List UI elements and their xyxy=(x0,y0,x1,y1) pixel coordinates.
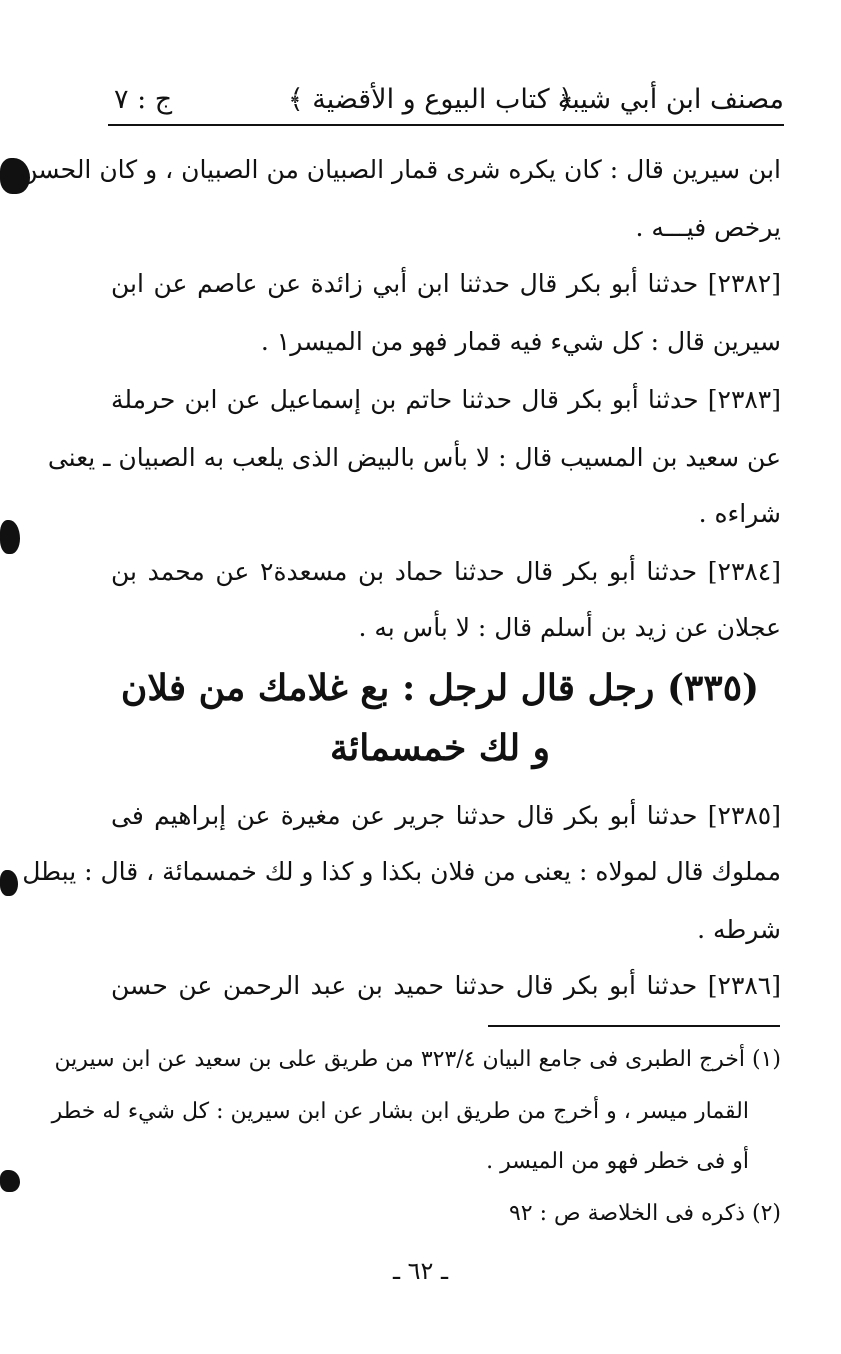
volume-label: ج : ٧ xyxy=(114,84,173,115)
text-line: عن سعيد بن المسيب قال : لا بأس بالبيض الذى يلعب به الصبيان ـ يعنى xyxy=(47,443,781,472)
footnote-rule xyxy=(488,1025,780,1027)
scan-mark xyxy=(0,1170,20,1192)
hadith-2383: [٢٣٨٣] حدثنا أبو بكر قال حدثنا حاتم بن إسماعيل عن ابن حرملة xyxy=(111,385,781,414)
page-number: ـ ٦٢ ـ xyxy=(392,1257,449,1285)
page-header xyxy=(108,78,784,122)
scan-mark xyxy=(0,520,20,554)
text-line: مملوك قال لمولاه : يعنى من فلان بكذا و كذا و لك خمسمائة ، قال : يبطل xyxy=(22,857,781,886)
hadith-2386: [٢٣٨٦] حدثنا أبو بكر قال حدثنا حميد بن عبد الرحمن عن حسن xyxy=(111,971,781,1000)
footnote-1: (١) أخرج الطبرى فى جامع البيان ٣٢٣/٤ من طريق على بن سعيد عن ابن سيرين xyxy=(54,1047,781,1072)
section-heading-continued: و لك خمسمائة xyxy=(329,727,551,769)
text-line: ابن سيرين قال : كان يكره شرى قمار الصبيان من الصبيان ، و كان الحسن xyxy=(19,155,781,184)
hadith-2385: [٢٣٨٥] حدثنا أبو بكر قال حدثنا جرير عن مغيرة عن إبراهيم فى xyxy=(111,801,781,830)
text-line: يرخص فيـــه . xyxy=(635,213,781,242)
text-line: عجلان عن زيد بن أسلم قال : لا بأس به . xyxy=(358,613,781,642)
footnote-1-line: القمار ميسر ، و أخرج من طريق ابن بشار عن ابن سيرين : كل شيء له خطر xyxy=(51,1099,749,1124)
text-line: شرطه . xyxy=(697,915,781,944)
text-line: شراءه . xyxy=(698,499,781,528)
footnote-2: (٢) ذكره فى الخلاصة ص : ٩٢ xyxy=(508,1201,781,1226)
hadith-2382: [٢٣٨٢] حدثنا أبو بكر قال حدثنا ابن أبي زائدة عن عاصم عن ابن xyxy=(111,269,781,298)
scan-mark xyxy=(0,870,18,896)
footnote-1-line: أو فى خطر فهو من الميسر . xyxy=(486,1149,749,1174)
hadith-2384: [٢٣٨٤] حدثنا أبو بكر قال حدثنا حماد بن مسعدة٢ عن محمد بن xyxy=(111,557,781,586)
header-rule xyxy=(108,124,784,126)
book-title: مصنف ابن أبي شيبة xyxy=(557,84,784,115)
chapter-title: ﴿ كتاب البيوع و الأقضية ﴾ xyxy=(287,84,574,115)
text-line: سيرين قال : كل شيء فيه قمار فهو من الميسر١ . xyxy=(260,327,781,356)
section-heading: (٣٣٥) رجل قال لرجل : بع غلامك من فلان xyxy=(120,667,760,709)
